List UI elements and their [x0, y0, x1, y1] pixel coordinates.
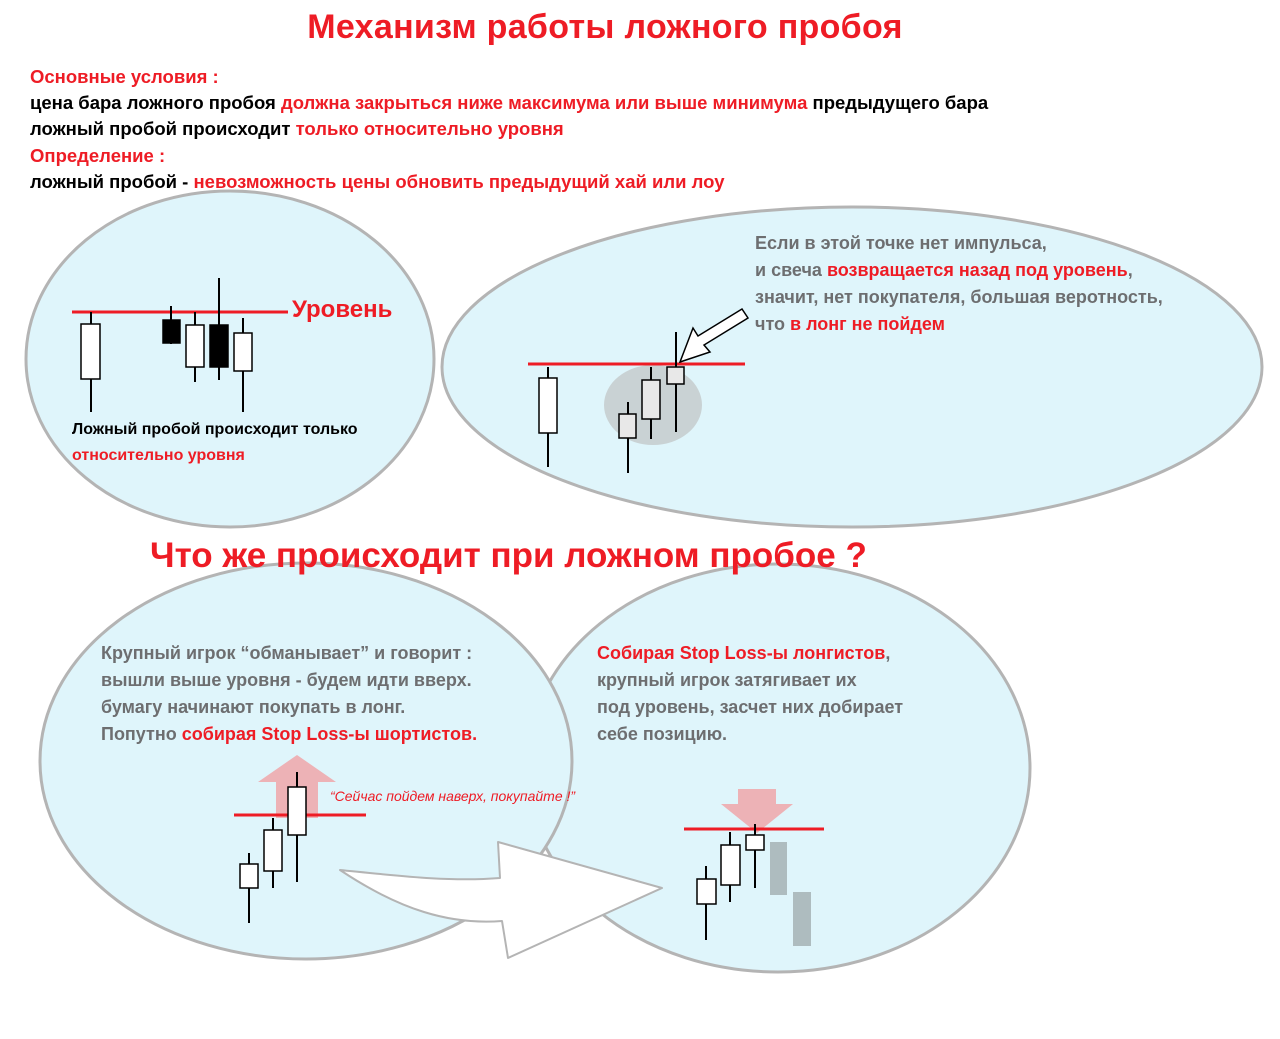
candle	[81, 324, 100, 379]
section-subtitle: Что же происходит при ложном пробое ?	[150, 536, 867, 575]
condition-2-text-a: ложный пробой происходит	[30, 118, 296, 139]
diagram3-line-4-b: собирая Stop Loss-ы шортистов.	[181, 724, 478, 744]
diagram4-line-3: под уровень, засчет них добирает	[597, 697, 904, 717]
ghost-candle	[770, 842, 787, 895]
diagram4-line-1	[597, 640, 903, 667]
diagram4-line-1-b: ,	[885, 643, 891, 663]
candle	[746, 835, 764, 850]
speech-quote: “Сейчас пойдем наверх, покупайте !”	[330, 788, 576, 804]
candle	[210, 325, 228, 367]
candle	[539, 378, 557, 433]
definition-heading: Определение :	[30, 145, 166, 166]
candle	[721, 845, 740, 885]
diagram2-line-2-b: возвращается назад под уровень	[826, 260, 1128, 280]
candle	[288, 787, 306, 835]
diagram2-line-2-a: и свеча	[755, 260, 827, 280]
condition-1-text-c: предыдущего бара	[807, 92, 989, 113]
diagram3-text	[101, 640, 477, 748]
diagram3-line-2: вышли выше уровня - будем идти вверх.	[101, 670, 472, 690]
candle	[642, 380, 660, 419]
condition-1-text-a: цена бара ложного пробоя	[30, 92, 281, 113]
level-label: Уровень	[292, 296, 393, 323]
candle	[667, 367, 684, 384]
diagram1-caption-a: Ложный пробой происходит только	[72, 421, 358, 438]
definition-text-b: невозможность цены обновить предыдущий хай или лоу	[193, 171, 725, 192]
condition-line-2	[30, 118, 564, 140]
diagram4-line-4: себе позицию.	[597, 724, 728, 744]
conditions-heading: Основные условия :	[30, 66, 219, 87]
candle	[163, 320, 180, 343]
diagram2-line-4	[755, 311, 1163, 338]
diagram4-text	[597, 640, 903, 748]
diagram2-line-4-a: что	[755, 314, 791, 334]
page-title: Механизм работы ложного пробоя	[307, 8, 903, 46]
candle	[234, 333, 252, 371]
diagram2-line-2-c: ,	[1127, 260, 1133, 280]
diagram4-line-1-a: Собирая Stop Loss-ы лонгистов	[597, 643, 886, 663]
diagram3-line-3: бумагу начинают покупать в лонг.	[101, 697, 406, 717]
candle	[619, 414, 636, 438]
diagram2-line-3: значит, нет покупателя, большая веротность,	[755, 287, 1163, 307]
diagram2-line-2	[755, 257, 1163, 284]
condition-2-text-b: только относительно уровня	[295, 118, 564, 139]
condition-line-1	[30, 92, 988, 114]
diagram2-line-1: Если в этой точке нет импульса,	[755, 233, 1047, 253]
candle	[264, 830, 282, 871]
ghost-candle	[793, 892, 811, 946]
condition-1-text-b: должна закрыться ниже максимума или выше минимума	[280, 92, 808, 113]
diagram1-caption	[72, 417, 358, 469]
diagram1-caption-b: относительно уровня	[72, 447, 245, 464]
diagram3-line-4	[101, 721, 477, 748]
candle	[186, 325, 204, 367]
definition-line	[30, 171, 725, 193]
diagram2-text	[755, 230, 1163, 338]
diagram4-line-2: крупный игрок затягивает их	[597, 670, 857, 690]
diagram3-line-1: Крупный игрок “обманывает” и говорит :	[101, 643, 473, 663]
candle	[240, 864, 258, 888]
definition-text-a: ложный пробой -	[30, 171, 194, 192]
diagram3-line-4-a: Попутно	[101, 724, 182, 744]
candle	[697, 879, 716, 904]
diagram2-line-4-b: в лонг не пойдем	[790, 314, 945, 334]
